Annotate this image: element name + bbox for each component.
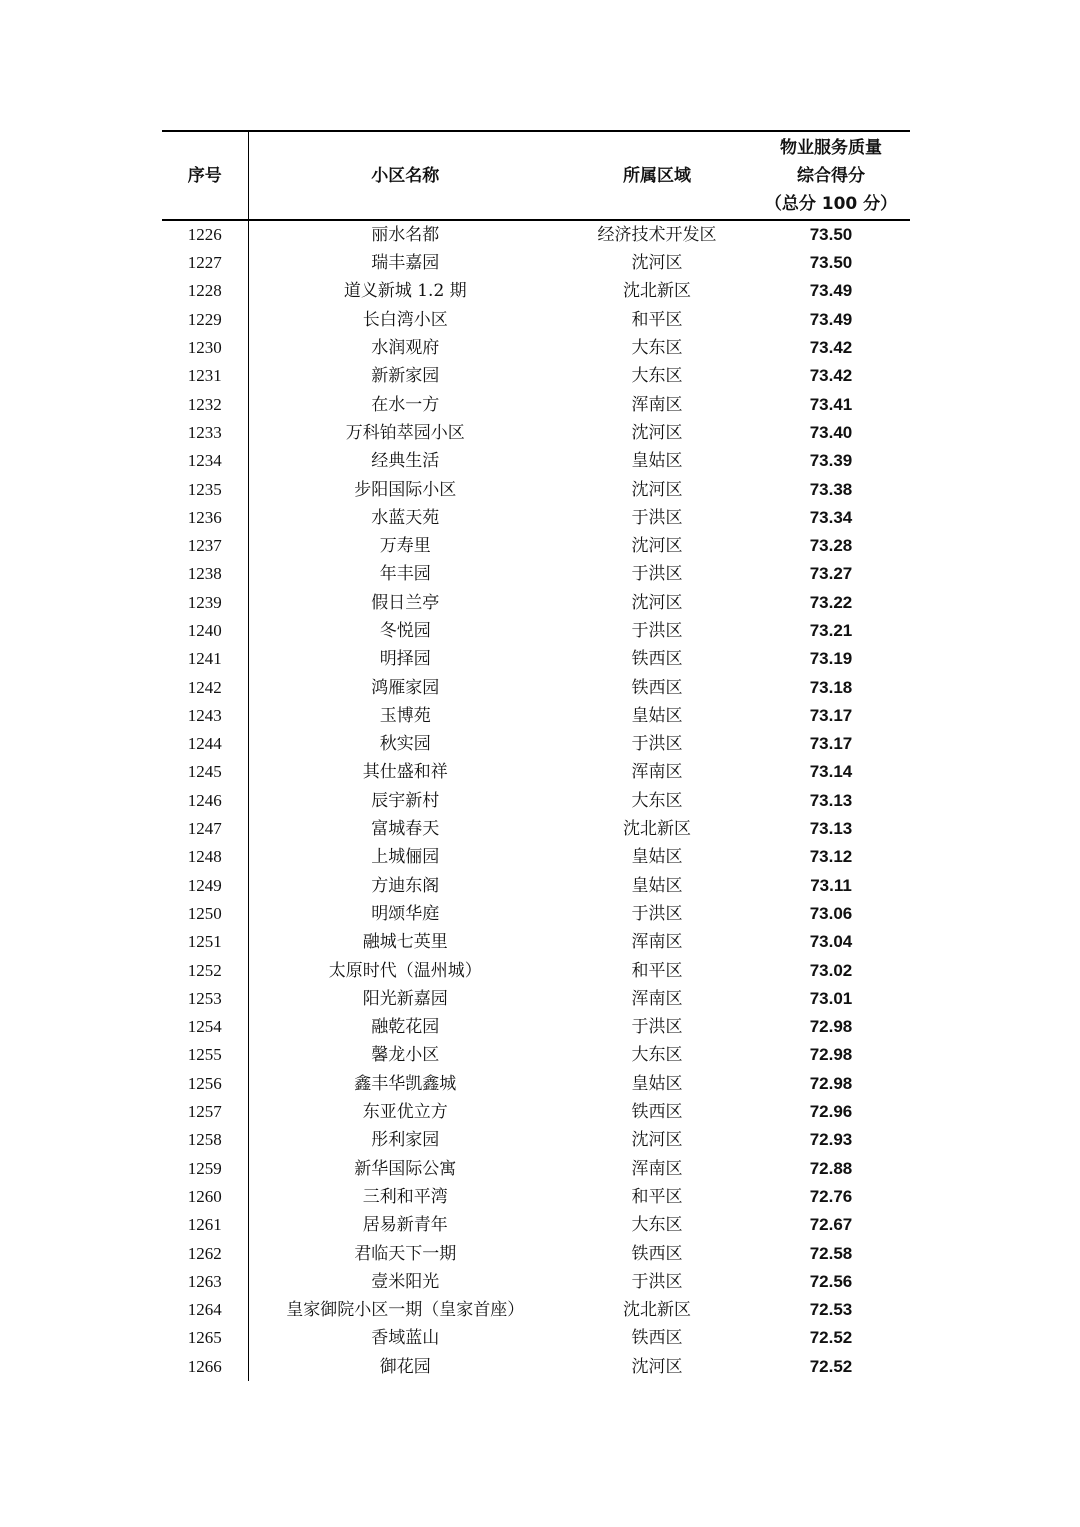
score-value: 72.88 <box>809 1158 853 1178</box>
score-value: 72.52 <box>809 1328 853 1348</box>
table-row <box>162 928 910 956</box>
community-name: 太原时代（温州城） <box>328 960 482 981</box>
district-name: 于洪区 <box>631 507 683 528</box>
district-name: 和平区 <box>631 1186 683 1207</box>
score-value: 73.41 <box>809 394 853 414</box>
row-number: 1237 <box>162 532 248 560</box>
score-value: 72.93 <box>809 1130 853 1150</box>
row-number: 1243 <box>162 702 248 730</box>
row-number: 1262 <box>162 1239 248 1267</box>
district-name: 铁西区 <box>631 649 683 670</box>
score-value: 73.39 <box>809 451 853 471</box>
community-name: 方迪东阁 <box>371 875 440 896</box>
row-number: 1254 <box>162 1013 248 1041</box>
header-no: 序号 <box>162 131 248 220</box>
score-value: 73.22 <box>809 592 853 612</box>
row-number: 1266 <box>162 1353 248 1381</box>
table-row <box>162 617 910 645</box>
score-value: 72.67 <box>809 1215 853 1235</box>
row-number: 1252 <box>162 956 248 984</box>
table-row <box>162 872 910 900</box>
district-name: 铁西区 <box>631 1102 683 1123</box>
district-name: 于洪区 <box>631 564 683 585</box>
table-row <box>162 1353 910 1381</box>
table-row <box>162 589 910 617</box>
table-row <box>162 956 910 984</box>
district-name: 于洪区 <box>631 734 683 755</box>
community-name: 长白湾小区 <box>362 309 448 330</box>
district-name: 皇姑区 <box>631 451 683 472</box>
community-name: 鸿雁家园 <box>371 677 440 698</box>
district-name: 沈北新区 <box>623 819 691 840</box>
score-value: 73.02 <box>809 960 853 980</box>
table-row <box>162 702 910 730</box>
district-name: 和平区 <box>631 960 683 981</box>
table-row <box>162 758 910 786</box>
row-number: 1242 <box>162 673 248 701</box>
row-number: 1240 <box>162 617 248 645</box>
ranking-table <box>162 130 910 1381</box>
district-name: 铁西区 <box>631 1328 683 1349</box>
district-name: 浑南区 <box>631 988 683 1009</box>
score-value: 73.28 <box>809 536 853 556</box>
community-name: 秋实园 <box>379 734 431 755</box>
row-number: 1227 <box>162 249 248 277</box>
table-row <box>162 1296 910 1324</box>
district-name: 沈河区 <box>631 1356 683 1377</box>
table-row <box>162 1155 910 1183</box>
community-name: 玉博苑 <box>379 705 431 726</box>
table-row <box>162 1070 910 1098</box>
row-number: 1228 <box>162 277 248 305</box>
row-number: 1239 <box>162 589 248 617</box>
score-value: 72.76 <box>809 1186 853 1206</box>
row-number: 1247 <box>162 815 248 843</box>
district-name: 浑南区 <box>631 762 683 783</box>
community-name: 馨龙小区 <box>371 1045 440 1066</box>
community-name: 新华国际公寓 <box>354 1158 457 1179</box>
community-name: 辰宇新村 <box>371 790 440 811</box>
community-name: 经典生活 <box>371 451 440 472</box>
district-name: 沈河区 <box>631 592 683 613</box>
table-row <box>162 1239 910 1267</box>
community-name: 皇家御院小区一期（皇家首座） <box>286 1300 525 1321</box>
community-name: 冬悦园 <box>379 621 431 641</box>
community-name: 瑞丰嘉园 <box>371 253 440 274</box>
score-value: 73.38 <box>809 479 853 499</box>
community-name: 彤利家园 <box>371 1130 440 1151</box>
score-value: 73.04 <box>809 932 853 952</box>
score-value: 73.18 <box>809 677 853 697</box>
row-number: 1256 <box>162 1070 248 1098</box>
row-number: 1245 <box>162 758 248 786</box>
table-row <box>162 730 910 758</box>
row-number: 1263 <box>162 1268 248 1296</box>
district-name: 浑南区 <box>631 1158 683 1179</box>
district-name: 皇姑区 <box>631 705 683 726</box>
score-value: 73.49 <box>809 281 853 301</box>
score-value: 73.27 <box>809 564 853 584</box>
header-name: 小区名称 <box>248 131 562 220</box>
community-name: 在水一方 <box>371 394 440 415</box>
district-name: 大东区 <box>631 790 683 811</box>
table-row <box>162 390 910 418</box>
district-name: 沈河区 <box>631 422 683 443</box>
community-name: 阳光新嘉园 <box>362 988 448 1009</box>
table-row <box>162 334 910 362</box>
community-name: 东亚优立方 <box>362 1102 448 1123</box>
score-value: 73.12 <box>809 847 853 867</box>
table-row <box>162 306 910 334</box>
row-number: 1259 <box>162 1155 248 1183</box>
district-name: 于洪区 <box>631 903 683 924</box>
score-value: 72.52 <box>809 1356 853 1376</box>
community-name: 明颂华庭 <box>371 903 440 924</box>
table-row <box>162 447 910 475</box>
table-row <box>162 900 910 928</box>
score-value: 73.34 <box>809 507 853 527</box>
table-row <box>162 1013 910 1041</box>
row-number: 1250 <box>162 900 248 928</box>
row-number: 1265 <box>162 1324 248 1352</box>
table-row <box>162 1126 910 1154</box>
score-value: 73.40 <box>809 422 853 442</box>
header-row <box>162 131 910 220</box>
row-number: 1246 <box>162 787 248 815</box>
row-number: 1251 <box>162 928 248 956</box>
score-value: 73.49 <box>809 309 853 329</box>
community-name: 融城七英里 <box>362 932 448 953</box>
district-name: 皇姑区 <box>631 875 683 896</box>
score-value: 72.98 <box>809 1045 853 1065</box>
district-name: 大东区 <box>631 1045 683 1066</box>
header-score-line-2: 综合得分 <box>797 165 865 186</box>
table-row <box>162 645 910 673</box>
row-number: 1260 <box>162 1183 248 1211</box>
district-name: 和平区 <box>631 309 683 330</box>
score-value: 73.19 <box>809 649 853 669</box>
district-name: 浑南区 <box>631 394 683 415</box>
table-row <box>162 787 910 815</box>
table-row <box>162 419 910 447</box>
table-row <box>162 532 910 560</box>
community-name: 万科铂萃园小区 <box>345 422 465 443</box>
district-name: 于洪区 <box>631 1271 683 1292</box>
community-name: 香域蓝山 <box>371 1328 440 1349</box>
table-row <box>162 504 910 532</box>
score-value: 73.13 <box>809 819 853 839</box>
district-name: 沈河区 <box>631 479 683 500</box>
score-value: 72.58 <box>809 1243 853 1263</box>
table-row <box>162 673 910 701</box>
row-number: 1238 <box>162 560 248 588</box>
district-name: 铁西区 <box>631 677 683 698</box>
community-name: 丽水名都 <box>371 225 440 245</box>
header-district: 所属区域 <box>562 131 752 220</box>
table-row <box>162 249 910 277</box>
row-number: 1234 <box>162 447 248 475</box>
table-row <box>162 815 910 843</box>
community-name: 其仕盛和祥 <box>362 762 448 783</box>
table-row <box>162 985 910 1013</box>
score-value: 73.14 <box>809 762 853 782</box>
table-row <box>162 362 910 390</box>
header-score <box>752 131 910 220</box>
row-number: 1226 <box>162 220 248 249</box>
score-value: 72.53 <box>809 1300 853 1320</box>
score-value: 73.17 <box>809 705 853 725</box>
row-number: 1229 <box>162 306 248 334</box>
district-name: 浑南区 <box>631 932 683 953</box>
row-number: 1233 <box>162 419 248 447</box>
table-row <box>162 1183 910 1211</box>
table-row <box>162 843 910 871</box>
row-number: 1253 <box>162 985 248 1013</box>
community-name: 水蓝天苑 <box>371 507 440 528</box>
table-row <box>162 1268 910 1296</box>
score-value: 73.42 <box>809 366 853 386</box>
community-name: 假日兰亭 <box>371 592 440 613</box>
community-name: 三利和平湾 <box>362 1186 448 1207</box>
row-number: 1230 <box>162 334 248 362</box>
community-name: 富城春天 <box>371 819 440 840</box>
score-value: 72.98 <box>809 1073 853 1093</box>
row-number: 1255 <box>162 1041 248 1069</box>
district-name: 大东区 <box>631 366 683 387</box>
community-name: 居易新青年 <box>362 1215 448 1236</box>
community-name: 水润观府 <box>371 338 440 359</box>
table-row <box>162 1324 910 1352</box>
row-number: 1257 <box>162 1098 248 1126</box>
row-number: 1261 <box>162 1211 248 1239</box>
community-name: 新新家园 <box>371 366 440 387</box>
row-number: 1241 <box>162 645 248 673</box>
table-row <box>162 475 910 503</box>
community-name: 御花园 <box>379 1356 431 1377</box>
community-name: 步阳国际小区 <box>354 479 457 500</box>
table-row <box>162 560 910 588</box>
row-number: 1248 <box>162 843 248 871</box>
table-row <box>162 277 910 305</box>
score-value: 72.56 <box>809 1271 853 1291</box>
district-name: 皇姑区 <box>631 1073 683 1094</box>
score-value: 73.13 <box>809 790 853 810</box>
table-body <box>162 220 910 1381</box>
header-score-line-1: 物业服务质量 <box>780 137 882 158</box>
district-name: 沈北新区 <box>623 281 691 302</box>
row-number: 1249 <box>162 872 248 900</box>
community-name: 万寿里 <box>379 536 431 557</box>
score-value: 73.50 <box>809 225 853 244</box>
row-number: 1258 <box>162 1126 248 1154</box>
district-name: 于洪区 <box>631 1017 683 1038</box>
table-row <box>162 220 910 249</box>
district-name: 沈河区 <box>631 253 683 274</box>
row-number: 1231 <box>162 362 248 390</box>
district-name: 沈北新区 <box>623 1300 691 1321</box>
community-name: 鑫丰华凯鑫城 <box>354 1073 457 1094</box>
table-row <box>162 1041 910 1069</box>
row-number: 1232 <box>162 390 248 418</box>
score-value: 72.98 <box>809 1017 853 1037</box>
score-value: 73.50 <box>809 253 853 273</box>
community-name: 明择园 <box>379 649 431 670</box>
score-value: 73.21 <box>809 621 853 640</box>
district-name: 大东区 <box>631 338 683 359</box>
community-name: 道义新城 1.2 期 <box>343 281 467 302</box>
table-header <box>162 131 910 220</box>
row-number: 1244 <box>162 730 248 758</box>
community-name: 上城俪园 <box>371 847 440 868</box>
district-name: 经济技术开发区 <box>597 225 717 245</box>
table-row <box>162 1098 910 1126</box>
score-value: 73.17 <box>809 734 853 754</box>
score-value: 72.96 <box>809 1102 853 1122</box>
score-value: 73.06 <box>809 903 853 923</box>
district-name: 沈河区 <box>631 536 683 557</box>
row-number: 1235 <box>162 475 248 503</box>
community-name: 融乾花园 <box>371 1017 440 1038</box>
community-name: 年丰园 <box>379 564 431 585</box>
community-name: 君临天下一期 <box>354 1243 457 1264</box>
district-name: 铁西区 <box>631 1243 683 1264</box>
score-value: 73.42 <box>809 338 853 358</box>
district-name: 皇姑区 <box>631 847 683 868</box>
table-row <box>162 1211 910 1239</box>
district-name: 于洪区 <box>631 621 683 641</box>
score-value: 73.01 <box>809 988 853 1008</box>
score-value: 73.11 <box>810 875 852 895</box>
row-number: 1236 <box>162 504 248 532</box>
district-name: 大东区 <box>631 1215 683 1236</box>
header-score-line-3: （总分 100 分） <box>764 193 898 214</box>
community-name: 壹米阳光 <box>371 1271 440 1292</box>
row-number: 1264 <box>162 1296 248 1324</box>
district-name: 沈河区 <box>631 1130 683 1151</box>
